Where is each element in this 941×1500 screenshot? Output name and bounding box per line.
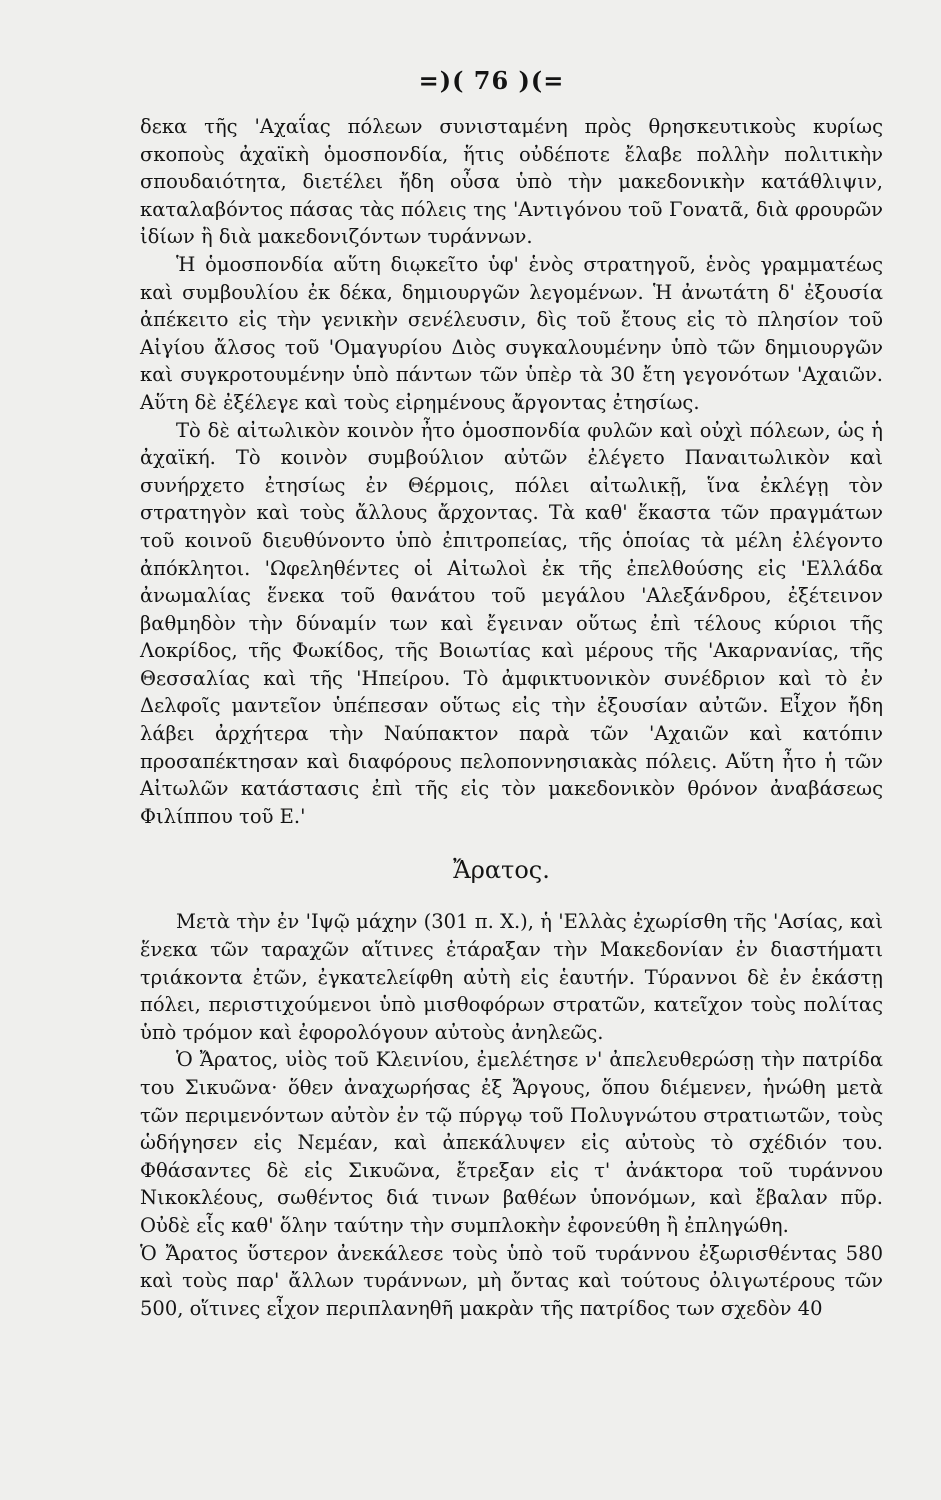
- paragraph-3: Τὸ δὲ αἰτωλικὸν κοινὸν ἦτο ὁμοσπονδία φυλῶν καὶ οὐχὶ πόλεων, ὡς ἡ ἀχαϊκή. Τὸ κοινὸν συμβούλιον αὐτῶν ἐλέγετο Παναιτωλικὸν καὶ συνήρχετο ἐτησίως ἐν Θέρμοις, πόλει αἰτωλικῇ, ἵνα ἐκλέγῃ τὸν στρατηγὸν καὶ τοὺς ἄλλους ἄρχοντας. Τὰ καθ' ἕκαστα τῶν πραγμάτων τοῦ κοινοῦ διευθύνοντο ὑπὸ ἐπιτροπείας, τῆς ὁποίας τὰ μέλη ἐλέγοντο ἀπόκλητοι. 'Ωφεληθέντες οἱ Αἰτωλοὶ ἐκ τῆς ἐπελθούσης εἰς 'Ελλάδα ἀνωμαλίας ἕνεκα τοῦ θανάτου τοῦ μεγάλου 'Αλεξάνδρου, ἐξέτεινον βαθμηδὸν τὴν δύναμίν των καὶ ἔγειναν οὕτως ἐπὶ τέλους κύριοι τῆς Λοκρίδος, τῆς Φωκίδος, τῆς Βοιωτίας καὶ μέρους τῆς 'Ακαρνανίας, τῆς Θεσσαλίας καὶ τῆς 'Ηπείρου. Τὸ ἀμφικτυονικὸν συνέδριον καὶ τὸ ἐν Δελφοῖς μαντεῖον ὑπέπεσαν οὕτως εἰς τὴν ἐξουσίαν αὐτῶν. Εἶχον ἤδη λάβει ἀρχήτερα τὴν Ναύπακτον παρὰ τῶν 'Αχαιῶν καὶ κατόπιν προσαπέκτησαν καὶ διαφόρους πελοποννησιακὰς πόλεις. Αὕτη ἦτο ἡ τῶν Αἰτωλῶν κατάστασις ἐπὶ τῆς εἰς τὸν μακεδονικὸν θρόνον ἀναβάσεως Φιλίππου τοῦ Ε.': [140, 418, 883, 828]
- section-title: Ἄρατος.: [453, 856, 550, 885]
- paragraph-4: Μετὰ τὴν ἐν 'Ιψῷ μάχην (301 π. Χ.), ἡ 'Ελλὰς ἐχωρίσθη τῆς 'Ασίας, καὶ ἕνεκα τῶν ταραχῶν αἵτινες ἐτάραξαν τὴν Μακεδονίαν ἐν διαστήματι τριάκοντα ἐτῶν, ἐγκατελείφθη αὐτὴ εἰς ἑαυτήν. Τύραννοι δὲ ἐν ἑκάστῃ πόλει, περιστιχούμενοι ὑπὸ μισθοφόρων στρατῶν, κατεῖχον τοὺς πολίτας ὑπὸ τρόμον καὶ ἐφορολόγουν αὐτοὺς ἀνηλεῶς.: [140, 910, 883, 1044]
- paragraph-6: Ὁ Ἄρατος ὕστερον ἀνεκάλεσε τοὺς ὑπὸ τοῦ τυράννου ἐξωρισθέντας 580 καὶ τοὺς παρ' ἄλλων τυράννων, μὴ ὄντας καὶ τούτους ὀλιγωτέρους τῶν 500, οἵτινες εἶχον περιπλανηθῆ μακρὰν τῆς πατρίδος των σχεδὸν 40: [140, 1241, 883, 1320]
- paragraph-2: Ἡ ὁμοσπονδία αὕτη διῳκεῖτο ὑφ' ἑνὸς στρατηγοῦ, ἑνὸς γραμματέως καὶ συμβουλίου ἐκ δέκα, δημιουργῶν λεγομένων. Ἡ ἀνωτάτη δ' ἐξουσία ἀπέκειτο εἰς τὴν γενικὴν σενέλευσιν, δὶς τοῦ ἔτους εἰς τὸ πλησίον τοῦ Αἰγίου ἄλσος τοῦ 'Ομαγυρίου Διὸς συγκαλουμένην ὑπὸ τῶν δημιουργῶν καὶ συγκροτουμένην ὑπὸ πάντων τῶν ὑπὲρ τὰ 30 ἔτη γεγονότων 'Αχαιῶν. Αὕτη δὲ ἐξέλεγε καὶ τοὺς εἰρημένους ἄργοντας ἐτησίως.: [140, 252, 883, 414]
- page-number-header: =)( 76 )(=: [418, 66, 565, 95]
- paragraph-1: δεκα τῆς 'Αχαΐας πόλεων συνισταμένη πρὸς θρησκευτικοὺς κυρίως σκοποὺς ἀχαϊκὴ ὁμοσπονδία, ἥτις οὐδέποτε ἔλαβε πολλὴν πολιτικὴν σπουδαιότητα, διετέλει ἤδη οὖσα ὑπὸ τὴν μακεδονικὴν κατάθλιψιν, καταλαβόντος πάσας τὰς πόλεις της 'Αντιγόνου τοῦ Γονατᾶ, διὰ φρουρῶν ἰδίων ἢ διὰ μακεδονιζόντων τυράννων.: [140, 115, 883, 249]
- paragraph-5: Ὁ Ἄρατος, υἱὸς τοῦ Κλεινίου, ἐμελέτησε ν' ἀπελευθερώσῃ τὴν πατρίδα του Σικυῶνα· ὅθεν ἀναχωρήσας ἐξ Ἄργους, ὅπου διέμενεν, ἡνώθη μετὰ τῶν περιμενόντων αὐτὸν ἐν τῷ πύργῳ τοῦ Πολυγνώτου στρατιωτῶν, τοὺς ὡδήγησεν εἰς Νεμέαν, καὶ ἀπεκάλυψεν εἰς αὐτοὺς τὸ σχέδιόν του. Φθάσαντες δὲ εἰς Σικυῶνα, ἔτρεξαν εἰς τ' ἀνάκτορα τοῦ τυράννου Νικοκλέους, σωθέντος διά τινων βαθέων ὑπονόμων, καὶ ἔβαλαν πῦρ. Οὐδὲ εἷς καθ' ὅλην ταύτην τὴν συμπλοκὴν ἐφονεύθη ἢ ἐπληγώθη.: [140, 1048, 883, 1237]
